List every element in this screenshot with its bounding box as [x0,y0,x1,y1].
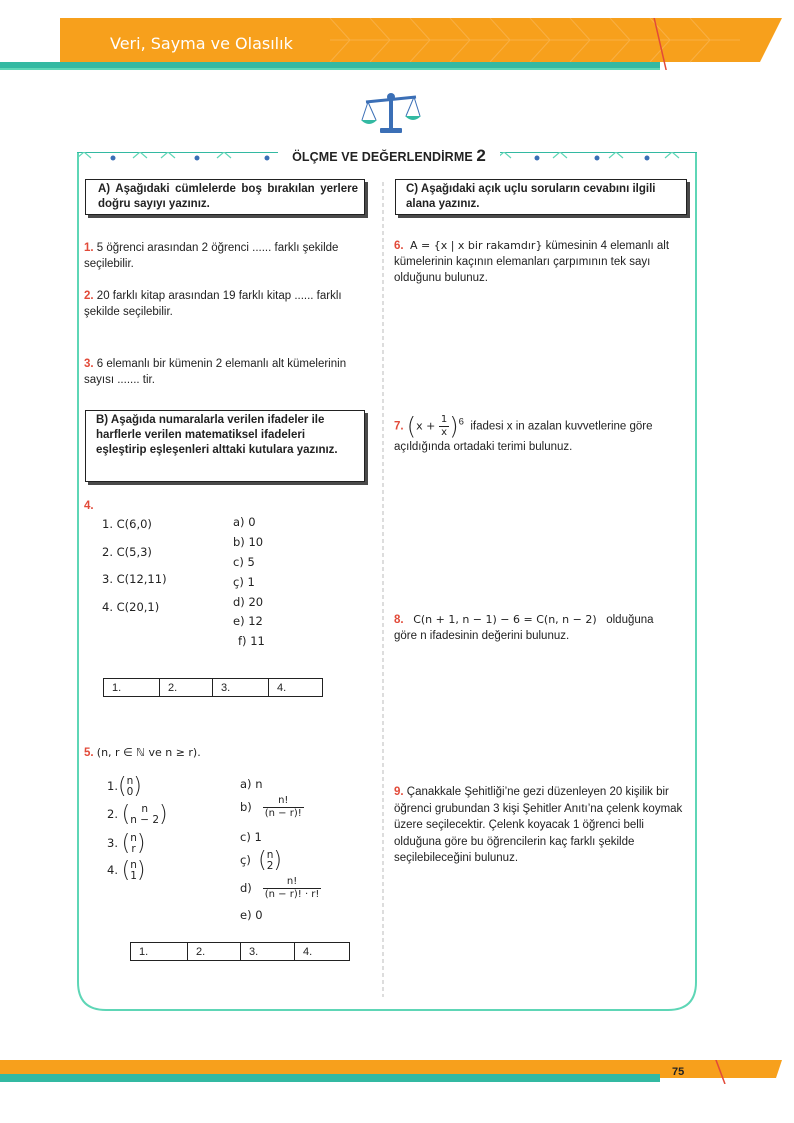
balance-scale-icon [360,92,422,136]
q4-option-b: b) 10 [233,535,264,549]
q5-item-3: 3. ( n r ) [107,831,146,856]
q5-item-4: 4. ( n 1 ) [107,858,146,883]
q4-option-e: e) 12 [233,614,263,628]
q5-option-e: e) 0 [240,908,263,922]
q4-answer-2[interactable]: 2. [160,679,213,696]
q5-answer-4[interactable]: 4. [303,946,313,958]
question-1: 1. 5 öğrenci arasından 2 öğrenci ...... farklı şekilde seçilebilir. [84,242,339,270]
question-5: 5. (n, r ∈ ℕ ve n ≥ r). [84,746,201,759]
q5-item-1: 1.( n 0 ) [107,774,142,799]
q4-option-cc: ç) 1 [233,575,255,589]
section-title: ÖLÇME VE DEĞERLENDİRME 2 [278,143,500,165]
instruction-box-a: A) Aşağıdaki cümlelerde boş bırakılan yerlere doğru sayıyı yazınız. [85,179,365,215]
q5-option-d: d) $\frac{n!}{(n - r)! \cdot r!}$ [240,876,320,900]
question-6: 6. A = {x | x bir rakamdır} kümesinin 4 elemanlı alt kümelerinin kaçının elemanları çarpımının tek sayı olduğunu bulunuz. [394,239,670,284]
page-number: 75 [672,1066,685,1078]
question-9: 9. Çanakkale Şehitliği’ne gezi düzenleyen 20 kişilik bir öğrenci grubundan 3 kişi Şehitler Anıtı’na çelenk koymak üzere seçilecektir. Çelenk koyacak 1 öğrenci belli olduğuna göre bu öğrencilerin kaç farklı şekilde seçilebileceğini bulunuz. [394,786,683,864]
q4-answer-3[interactable]: 3. [213,679,269,696]
q5-answer-boxes [130,942,350,961]
q4-option-d: d) 20 [233,595,264,609]
q5-option-c: c) 1 [240,830,262,844]
chapter-title: Veri, Sayma ve Olasılık [110,34,293,53]
q4-left-3: 3. C(12,11) [102,572,167,586]
section-number: 2 [476,146,486,165]
q5-option-a: a) n [240,777,263,791]
q5-answer-3[interactable]: 3. [241,943,295,960]
instruction-box-b: B) Aşağıda numaralarla verilen ifadeler ile harflerle verilen matematiksel ifadeleri eşleştirip eşleşenleri alttaki kutulara yazınız. [85,410,365,482]
q5-answer-1[interactable]: 1. [131,943,188,960]
q5-answer-2[interactable]: 2. [188,943,241,960]
question-4-number: 4. [84,500,94,512]
q4-option-a: a) 0 [233,515,256,529]
question-8: 8. C(n + 1, n − 1) − 6 = C(n, n − 2) olduğuna göre n ifadesinin değerini bulunuz. [394,613,654,642]
instruction-box-c: C) Aşağıdaki açık uçlu soruların cevabını ilgili alana yazınız. [395,179,687,215]
question-2: 2. 20 farklı kitap arasından 19 farklı kitap ...... farklı şekilde seçilebilir. [84,290,342,318]
q4-left-2: 2. C(5,3) [102,545,152,559]
q5-item-2: 2. ( n n − 2 ) [107,802,168,827]
q5-option-cc: ç) ( n 2 ) [240,848,282,873]
question-3: 3. 6 elemanlı bir kümenin 2 elemanlı alt kümelerinin sayısı ....... tir. [84,358,347,386]
q4-answer-4[interactable]: 4. [277,682,287,694]
footer-bar [0,1060,782,1084]
q4-option-c: c) 5 [233,555,255,569]
q4-answer-1[interactable]: 1. [104,679,160,696]
q4-left-4: 4. C(20,1) [102,600,160,614]
q5-option-b: b) $\frac{n!}{(n - r)!}$ [240,795,302,819]
q4-left-1: 1. C(6,0) [102,517,152,531]
q4-answer-boxes [103,678,323,697]
question-7: 7. (x + $\frac{1}{x}$ )$^6$ ifadesi x in azalan kuvvetlerine göre açıldığında ortadaki terimi bulunuz. [394,412,653,453]
q4-option-f: f) 11 [238,634,265,648]
